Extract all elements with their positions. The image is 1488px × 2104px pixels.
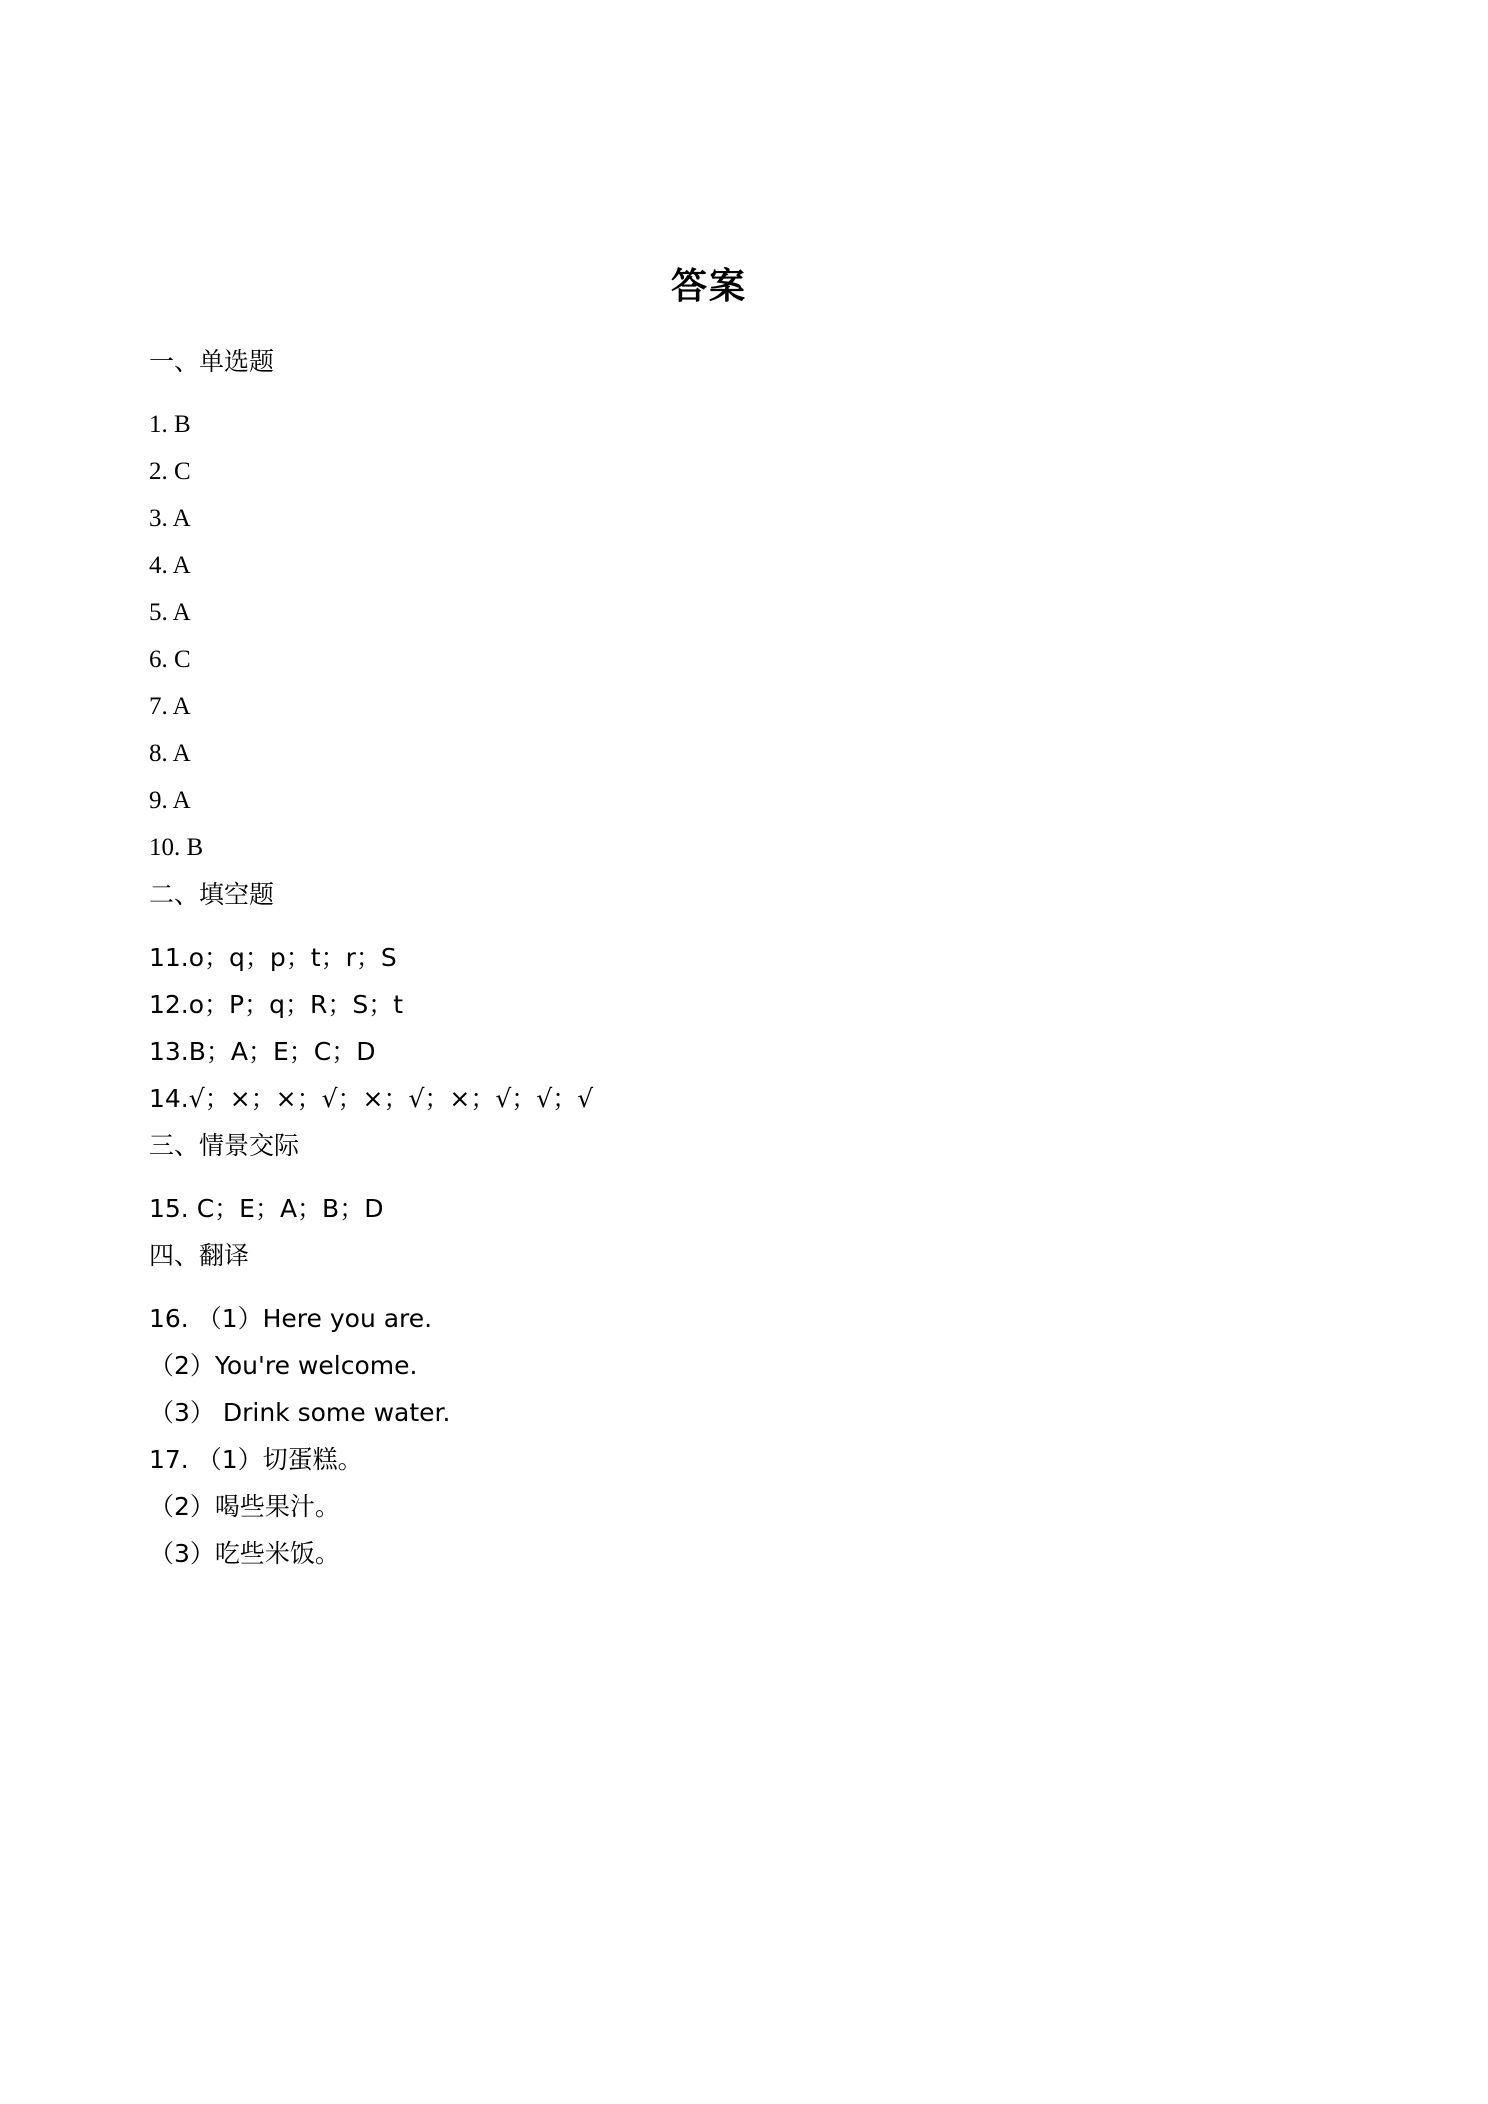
answer-line: 6. C <box>149 646 191 673</box>
section-situational-dialogue <box>149 1122 1349 1232</box>
answer-line: 13.B；A；E；C；D <box>149 1037 376 1066</box>
answer-line: （2）You're welcome. <box>149 1351 418 1380</box>
answer-line: 9. A <box>149 787 191 814</box>
answer-line: 16. （1）Here you are. <box>149 1304 433 1333</box>
answer-line: 4. A <box>149 552 191 579</box>
answer-line: 15. C；E；A；B；D <box>149 1194 384 1223</box>
page-title: 答案 <box>670 266 747 307</box>
section-heading: 二、填空题 <box>149 880 275 909</box>
answer-line: 12.o；P；q；R；S；t <box>149 990 404 1019</box>
section-translation <box>149 1232 1349 1577</box>
answer-line: 1. B <box>149 411 191 438</box>
answer-line: （3）吃些米饭。 <box>149 1539 340 1568</box>
answer-line: 5. A <box>149 599 191 626</box>
answer-content <box>149 338 1349 1577</box>
answer-line: （2）喝些果汁。 <box>149 1492 340 1521</box>
answer-line: 17. （1）切蛋糕。 <box>149 1445 363 1474</box>
section-single-choice <box>149 338 1349 871</box>
answer-line: （3） Drink some water. <box>149 1398 451 1427</box>
section-fill-in-blank <box>149 871 1349 1122</box>
section-heading: 四、翻译 <box>149 1241 250 1270</box>
answer-line: 10. B <box>149 834 204 861</box>
answer-line: 14.√；×；×；√；×；√；×；√；√；√ <box>149 1084 594 1113</box>
section-heading: 三、情景交际 <box>149 1131 300 1160</box>
section-heading: 一、单选题 <box>149 347 275 376</box>
answer-line: 8. A <box>149 740 191 767</box>
answer-line: 2. C <box>149 458 191 485</box>
answer-line: 7. A <box>149 693 191 720</box>
answer-line: 3. A <box>149 505 191 532</box>
answer-line: 11.o；q；p；t；r；S <box>149 943 397 972</box>
